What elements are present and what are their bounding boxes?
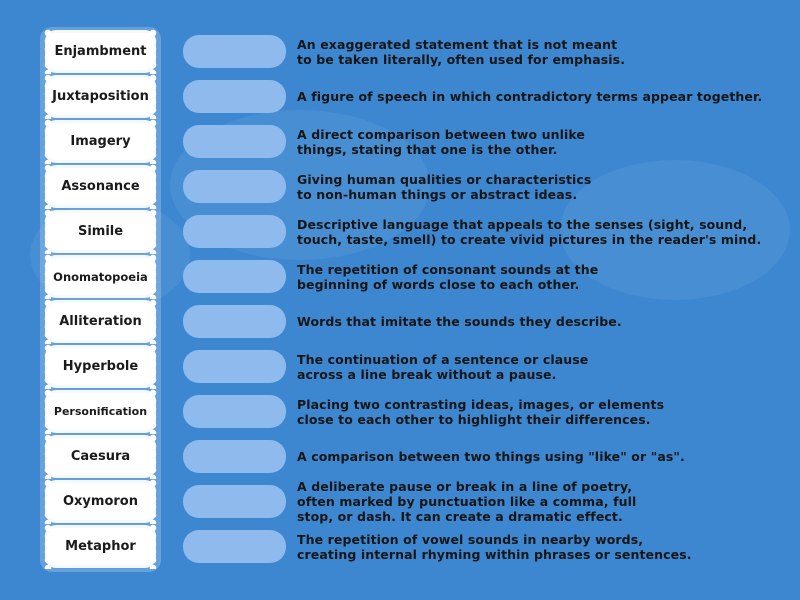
definition-line: A figure of speech in which contradictory terms appear together.	[297, 89, 763, 104]
answer-drop-slot[interactable]	[183, 350, 286, 383]
term-tile-assonance[interactable]	[48, 168, 153, 205]
term-label: Hyperbole	[62, 359, 139, 374]
answer-drop-slot[interactable]	[183, 440, 286, 473]
definition-text	[297, 127, 777, 157]
definition-text	[297, 314, 777, 329]
term-tile-enjambment[interactable]	[48, 33, 153, 70]
term-label: Imagery	[70, 134, 131, 149]
definition-line: touch, taste, smell) to create vivid pictures in the reader's mind.	[297, 231, 762, 247]
term-tile-onomatopoeia[interactable]	[48, 258, 153, 295]
definition-line: Placing two contrasting ideas, images, or elements	[297, 396, 665, 412]
term-tile-hyperbole[interactable]	[48, 348, 153, 385]
definition-text	[297, 217, 777, 247]
definition-line: Descriptive language that appeals to the senses (sight, sound,	[297, 216, 748, 232]
answer-drop-slot[interactable]	[183, 260, 286, 293]
term-label: Simile	[77, 224, 124, 239]
term-tile-metaphor[interactable]	[48, 528, 153, 565]
term-label: Personification	[53, 405, 148, 418]
definition-line: The repetition of consonant sounds at the	[297, 261, 599, 277]
definition-line: close to each other to highlight their differences.	[297, 411, 651, 427]
definition-text	[297, 172, 777, 202]
definition-text	[297, 262, 777, 292]
term-label: Oxymoron	[63, 494, 138, 509]
definition-line: to be taken literally, often used for emphasis.	[297, 51, 626, 67]
term-tile-oxymoron[interactable]	[48, 483, 153, 520]
definition-text	[297, 37, 777, 67]
term-label: Onomatopoeia	[53, 269, 148, 284]
term-tile-simile[interactable]	[48, 213, 153, 250]
term-label: Alliteration	[59, 314, 142, 329]
answer-drop-slot[interactable]	[183, 80, 286, 113]
term-tile-alliteration[interactable]	[48, 303, 153, 340]
answer-drop-slot[interactable]	[183, 125, 286, 158]
answer-drop-slot[interactable]	[183, 530, 286, 563]
definition-text	[297, 352, 777, 382]
definition-line: beginning of words close to each other.	[297, 276, 580, 292]
definition-line: stop, or dash. It can create a dramatic effect.	[297, 509, 623, 524]
term-label: Juxtaposition	[52, 89, 149, 104]
definition-line: often marked by punctuation like a comma, full	[297, 494, 637, 509]
definition-text	[297, 532, 777, 562]
answer-drop-slot[interactable]	[183, 485, 286, 518]
answer-drop-slot[interactable]	[183, 305, 286, 338]
definition-line: things, stating that one is the other.	[297, 141, 558, 157]
term-tile-caesura[interactable]	[48, 438, 153, 475]
definition-line: to non-human things or abstract ideas.	[297, 186, 578, 202]
answer-drop-slot[interactable]	[183, 395, 286, 428]
term-tile-imagery[interactable]	[48, 123, 153, 160]
definition-line: A deliberate pause or break in a line of poetry,	[297, 479, 633, 494]
definition-line: An exaggerated statement that is not meant	[297, 36, 618, 52]
definition-line: The repetition of vowel sounds in nearby words,	[297, 531, 644, 547]
definition-line: creating internal rhyming within phrases or sentences.	[297, 546, 692, 562]
term-label: Assonance	[61, 179, 140, 194]
answer-drop-slot[interactable]	[183, 35, 286, 68]
term-label: Enjambment	[54, 44, 147, 59]
term-label: Metaphor	[65, 539, 136, 554]
definition-text	[297, 397, 777, 427]
definition-text	[297, 479, 777, 524]
term-tile-personification[interactable]	[48, 393, 153, 430]
term-label: Caesura	[70, 449, 131, 464]
definition-line: Words that imitate the sounds they describe.	[297, 314, 622, 329]
definition-text	[297, 89, 777, 104]
definition-line: across a line break without a pause.	[297, 366, 557, 382]
answer-drop-slot[interactable]	[183, 215, 286, 248]
definition-line: A direct comparison between two unlike	[297, 126, 586, 142]
answer-drop-slot[interactable]	[183, 170, 286, 203]
definition-line: Giving human qualities or characteristics	[297, 171, 592, 187]
definition-line: A comparison between two things using "like" or "as".	[297, 449, 685, 464]
term-bank	[40, 27, 161, 572]
definition-text	[297, 449, 777, 464]
definition-line: The continuation of a sentence or clause	[297, 351, 589, 367]
term-tile-juxtaposition[interactable]	[48, 78, 153, 115]
